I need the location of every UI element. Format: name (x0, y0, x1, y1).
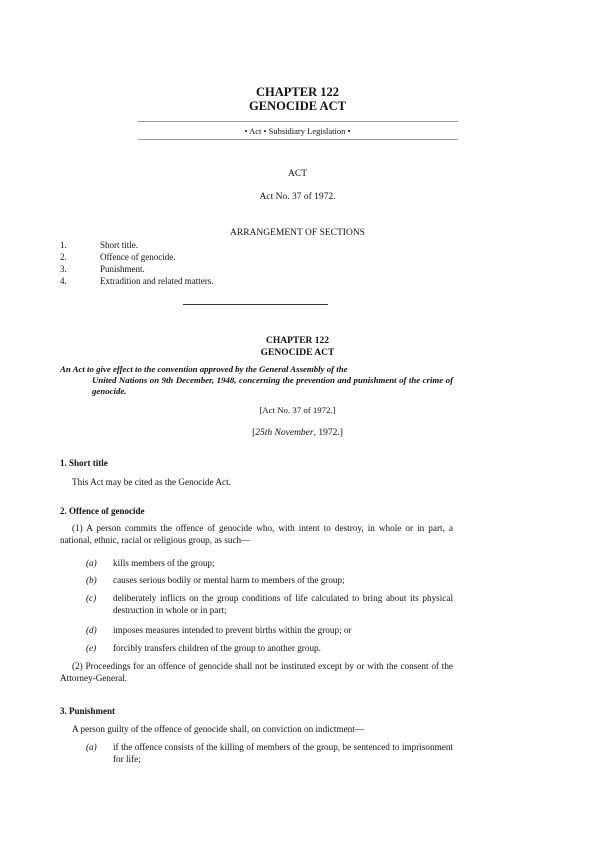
item-text: kills members of the group; (113, 558, 215, 568)
item-text: if the offence consists of the killing of members of the group, be sentenced to imprisonment for life; (113, 742, 453, 764)
item-label: (e) (86, 643, 97, 653)
section-1-heading: 1. Short title (60, 458, 108, 468)
commencement-date (0, 427, 595, 439)
section-2-item-e (86, 643, 453, 655)
toc-label: Extradition and related matters. (100, 276, 214, 286)
item-text: imposes measures intended to prevent births within the group; or (113, 625, 352, 635)
subnav-divider (138, 139, 458, 140)
section-1-text: This Act may be cited as the Genocide Act. (72, 477, 231, 487)
section-2-subsection-2: (2) Proceedings for an offence of genocide shall not be instituted except by or with the consent of the Attorney-General. (60, 661, 453, 683)
long-title (60, 364, 453, 397)
act-number: Act No. 37 of 1972. (259, 192, 336, 202)
toc-item-2[interactable] (60, 252, 176, 264)
section-2-item-c (86, 593, 453, 617)
toc-number: 4. (60, 276, 67, 286)
item-text: deliberately inflicts on the group conditions of life calculated to bring about its physical destruction in whole or in part; (113, 593, 453, 615)
long-title-continuation: United Nations on 9th December, 1948, concerning the prevention and punishment of the crime of genocide. (92, 375, 453, 396)
body-act-name: GENOCIDE ACT (260, 348, 335, 358)
act-heading: ACT (288, 169, 307, 179)
toc-label: Punishment. (100, 264, 145, 274)
section-3-item-a (86, 742, 453, 766)
item-text: causes serious bodily or mental harm to members of the group; (113, 575, 345, 585)
item-label: (a) (86, 742, 97, 752)
section-divider (183, 304, 328, 305)
commencement-open: [ (252, 428, 256, 438)
act-name-title: GENOCIDE ACT (249, 99, 346, 113)
commencement-day: 25th November (255, 428, 314, 438)
toc-item-1[interactable] (60, 240, 138, 252)
chapter-title: CHAPTER 122 (256, 85, 339, 99)
arrangement-title: ARRANGEMENT OF SECTIONS (230, 228, 365, 238)
item-label: (d) (86, 625, 97, 635)
subnav-links[interactable]: • Act • Subsidiary Legislation • (244, 126, 351, 136)
commencement-year: , 1972.] (313, 428, 343, 438)
body-chapter-title: CHAPTER 122 (265, 336, 330, 346)
item-text: forcibly transfers children of the group to another group. (113, 643, 321, 653)
toc-item-3[interactable] (60, 264, 145, 276)
toc-number: 2. (60, 252, 67, 262)
toc-label: Offence of genocide. (100, 252, 176, 262)
section-3-text: A person guilty of the offence of genocide shall, on conviction on indictment— (72, 724, 364, 734)
citation: [Act No. 37 of 1972.] (259, 405, 336, 415)
section-2-subsection-1: (1) A person commits the offence of genocide who, with intent to destroy, in whole or in part, a national, ethnic, racial or religious group, as such— (60, 523, 453, 545)
toc-label: Short title. (100, 240, 138, 250)
section-2-heading: 2. Offence of genocide (60, 506, 145, 516)
section-2-item-a (86, 558, 453, 570)
section-2-item-d (86, 625, 453, 637)
item-label: (c) (86, 593, 97, 603)
item-label: (b) (86, 575, 97, 585)
toc-number: 3. (60, 264, 67, 274)
top-divider (138, 121, 458, 122)
toc-item-4[interactable] (60, 276, 213, 288)
section-2-item-b (86, 575, 453, 587)
item-label: (a) (86, 558, 97, 568)
toc-number: 1. (60, 240, 67, 250)
long-title-first-line: An Act to give effect to the convention approved by the General Assembly of the (60, 364, 348, 374)
section-3-heading: 3. Punishment (60, 706, 116, 716)
